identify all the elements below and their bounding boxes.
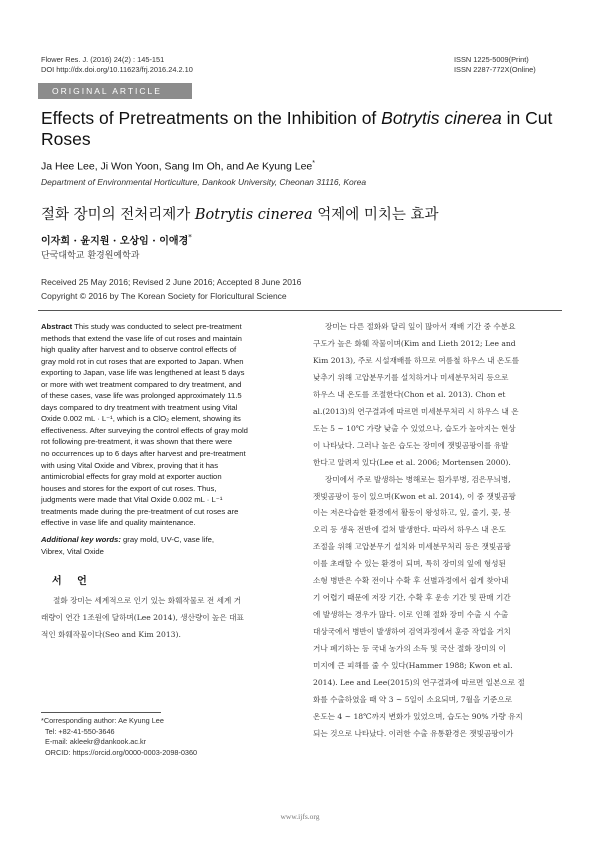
korean-author-names: 이자희 · 윤지원 · 오상임 · 이애경 <box>41 236 189 247</box>
body-line: 래량이 연간 1조원에 달하며(Lee 2014), 생산량이 높은 대표 <box>41 612 244 622</box>
body-line: 온도는 4 ~ 18℃까지 변화가 있었으며, 습도는 90% 가량 유지 <box>313 711 523 721</box>
abstract-line: rot following pre-treatment, it was shown that there were <box>41 437 232 447</box>
header-divider <box>38 310 562 311</box>
korean-affiliation: 단국대학교 환경원예학과 <box>41 251 140 261</box>
article-type-banner: ORIGINAL ARTICLE <box>38 83 192 99</box>
affiliation: Department of Environmental Horticulture, Dankook University, Cheonan 31116, Korea <box>41 177 367 187</box>
keywords <box>41 534 287 557</box>
abstract-line: methods that extend the vase life of cut roses and maintain <box>41 333 242 343</box>
body-line: al.(2013)의 연구결과에 따르면 미세분무처리 시 하우스 내 온 <box>313 406 519 416</box>
korean-title-start: 절화 장미의 전처리제가 <box>41 207 195 223</box>
korean-title-species: Botrytis cinerea <box>194 207 313 223</box>
abstract-line: judgments were made that Vital Oxide 0.002 mL · L⁻¹ <box>41 495 223 505</box>
abstract-line: houses and stores for the export of cut roses. Thus, <box>41 483 217 493</box>
correspondence-footnote <box>41 716 287 758</box>
abstract-line: gray mold rot in cut roses that are exported to Japan. When <box>41 356 244 366</box>
title-text-start: Effects of Pretreatments on the Inhibition of <box>41 108 382 128</box>
body-line: 이를 초래할 수 있는 환경이 되며, 특히 장미의 잎에 형성된 <box>313 559 506 569</box>
body-line: 이 나타났다. 그러나 높은 습도는 장미에 잿빛곰팡이를 유발 <box>313 440 509 450</box>
body-line: 소형 병반은 수확 전이나 수확 후 선별과정에서 쉽게 찾아내 <box>313 576 509 586</box>
korean-title-end: 억제에 미치는 효과 <box>312 207 439 223</box>
intro-heading: 서 언 <box>52 576 93 587</box>
body-line: 화를 수출하였을 때 약 3 ~ 5일이 소요되며, 7월을 기준으로 <box>313 694 513 704</box>
body-line: 기 어렵기 때문에 저장 기간, 수확 후 운송 기간 및 판매 기간 <box>313 593 511 603</box>
abstract-line: treatments made during the pre-treatment of cut roses are <box>41 506 239 516</box>
body-line: 하우스 내 온도를 조절한다(Chon et al. 2013). Chon et <box>313 389 506 399</box>
body-line: 조절을 위해 고압분무기 설치와 미세분무처리 등은 잿빛곰팡 <box>313 542 511 552</box>
korean-author-list <box>41 232 192 247</box>
abstract-line: exporting to Japan, vase life was lengthened at least 5 days <box>41 368 245 378</box>
intro-paragraph-left <box>41 593 287 644</box>
body-line: 잿빛곰팡이 등이 있으며(Kwon et al. 2014), 이 중 잿빛곰팡 <box>313 491 516 501</box>
keywords-line-1: Additional key words: gray mold, UV-C, vase life, <box>41 535 215 544</box>
keywords-line-2: Vibrex, Vital Oxide <box>41 546 104 556</box>
abstract-line: with using Vital Oxide and Vibrex, proving that it has <box>41 460 219 470</box>
abstract-line: of these cases, vase life was prolonged approximately 11.5 <box>41 391 242 401</box>
abstract-line: high quality after harvest and to observe control effects of <box>41 345 237 355</box>
body-line: 에 발생하는 경우가 많다. 이로 인해 절화 장미 수출 시 수출 <box>313 610 509 620</box>
author-names: Ja Hee Lee, Ji Won Yoon, Sang Im Oh, and Ae Kyung Lee <box>41 160 313 173</box>
doi-link[interactable]: DOI http://dx.doi.org/10.11623/frj.2016.24.2.10 <box>41 65 193 74</box>
abstract-line: days compared to dry treatment with treatment using Vital <box>41 402 238 412</box>
body-line: 장미는 다른 절화와 달리 잎이 많아서 재배 기간 중 수분요 <box>325 322 516 331</box>
body-line: 장미에서 주로 발생하는 병해로는 흰가루병, 검은무늬병, <box>325 474 511 484</box>
body-line: 이는 저온다습한 환경에서 활동이 왕성하고, 잎, 줄기, 꽃, 봉 <box>313 508 511 518</box>
abstract-line: no occurrences up to 6 days after harvest and pre-treatment <box>41 449 246 459</box>
journal-citation: Flower Res. J. (2016) 24(2) : 145-151 <box>41 55 165 64</box>
corresponding-author: *Corresponding author: Ae Kyung Lee <box>41 716 164 725</box>
article-dates <box>41 275 301 303</box>
abstract-line: effectiveness. After surveying the control effects of gray mold <box>41 425 248 435</box>
received-dates: Received 25 May 2016; Revised 2 June 2016; Accepted 8 June 2016 <box>41 277 302 287</box>
body-line: 미지에 큰 피해를 줄 수 있다(Hammer 1988; Kwon et al. <box>313 661 513 671</box>
footnote-divider <box>41 712 161 713</box>
journal-website[interactable]: www.ijfs.org <box>280 812 320 821</box>
body-line: 2014). Lee and Lee(2015)의 연구결과에 따르면 일본으로 절 <box>313 678 525 688</box>
abstract-line: antimicrobial effects for gray mold at exporter auction <box>41 472 222 482</box>
korean-title <box>41 203 438 224</box>
copyright-notice: Copyright © 2016 by The Korean Society for Floricultural Science <box>41 291 287 301</box>
keywords-label: Additional key words: <box>41 535 121 544</box>
body-line: 한다고 알려져 있다(Lee et al. 2006; Mortensen 2000). <box>313 457 511 467</box>
orcid-link[interactable]: ORCID: https://orcid.org/0000-0003-2098-0360 <box>45 747 198 757</box>
issn-online: ISSN 2287-772X(Online) <box>454 65 536 74</box>
body-line: 절화 장미는 세계적으로 인기 있는 화훼작물로 전 세계 거 <box>53 596 242 605</box>
author-list <box>41 160 315 173</box>
email-address[interactable]: E-mail: akleekr@dankook.ac.kr <box>45 737 147 747</box>
body-line: 거나 폐기하는 등 국내 농가의 소득 및 국산 절화 장미의 이 <box>313 644 506 654</box>
abstract-label: Abstract <box>41 322 73 331</box>
abstract-line: or more with wet treatment compared to dry treatment, and <box>41 379 242 389</box>
body-line: 낮추기 위해 고압분무기를 설치하거나 미세분무처리 등으로 <box>313 372 509 382</box>
abstract-line: Oxide 0.002 mL · L⁻¹, which is a ClO₂ element, showing its <box>41 414 241 424</box>
abstract <box>41 321 287 529</box>
body-line: 되는 것으로 나타났다. 이러한 수출 유통환경은 잿빛곰팡이가 <box>313 728 514 738</box>
title-species-name: Botrytis cinerea <box>381 108 502 128</box>
phone-number: Tel: +82-41-550-3646 <box>45 726 115 736</box>
issn-print: ISSN 1225-5009(Print) <box>454 55 529 64</box>
abstract-line: Abstract This study was conducted to select pre-treatment <box>41 322 242 331</box>
body-line: 오리 등 생육 전반에 걸쳐 발생한다. 따라서 하우스 내 온도 <box>313 525 506 535</box>
body-line: 적인 화훼작물이다(Seo and Kim 2013). <box>41 629 181 639</box>
body-line: 도는 5 ~ 10℃ 가량 낮출 수 있었으나, 습도가 높아지는 현상 <box>313 423 516 433</box>
intro-paragraph-right <box>313 319 562 743</box>
body-line: 구도가 높은 화훼 작물이며(Kim and Lieth 2012; Lee and <box>313 338 516 348</box>
abstract-line: effective in vase life and quality maintenance. <box>41 518 196 528</box>
corresponding-mark: * <box>312 160 315 167</box>
body-line: Kim 2013), 주로 시설재배를 하므로 여름철 하우스 내 온도를 <box>313 355 520 365</box>
title-text-end: in Cut Roses <box>41 108 553 149</box>
korean-corresponding-mark: * <box>188 233 192 242</box>
article-title <box>41 108 561 150</box>
body-line: 대상국에서 병반이 발생하여 검역과정에서 훈증 작업을 거치 <box>313 627 511 637</box>
